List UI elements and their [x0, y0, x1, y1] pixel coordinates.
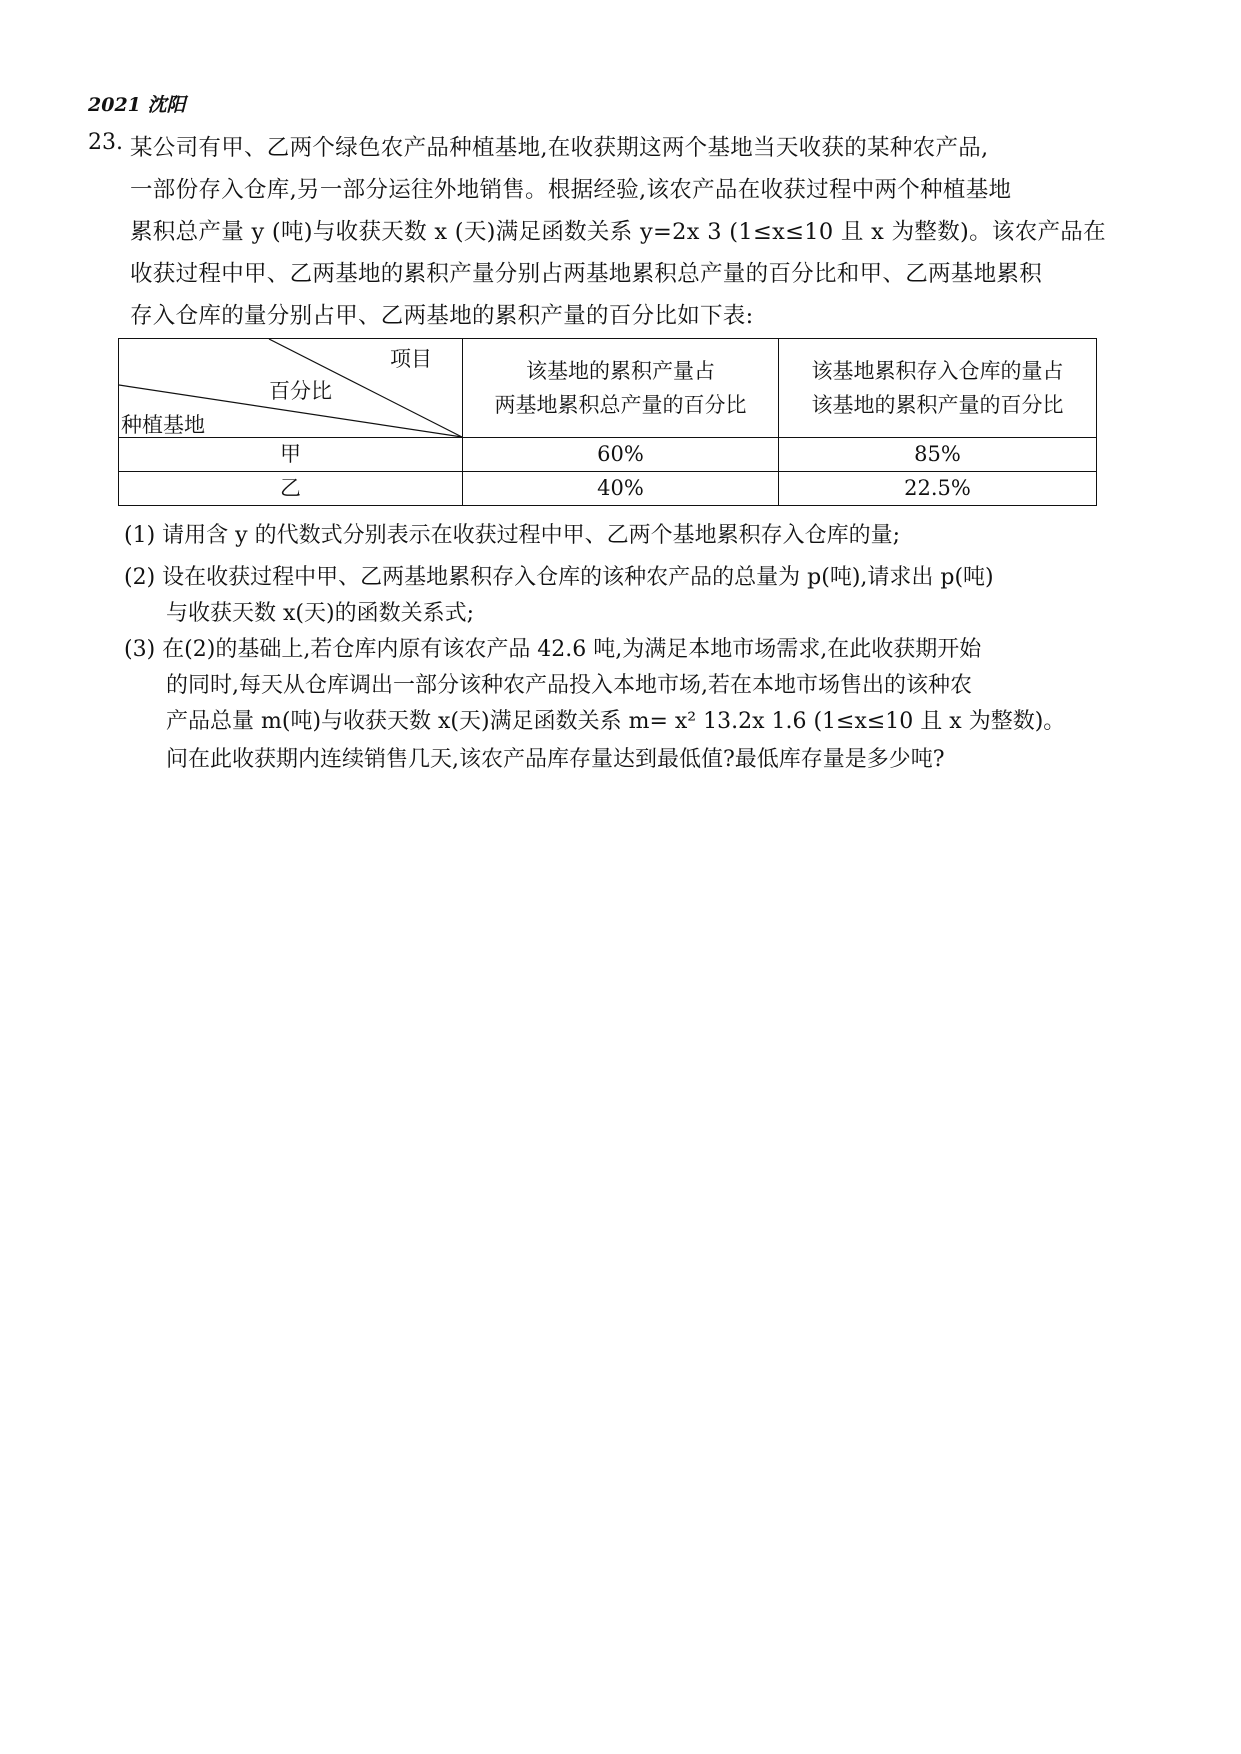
question-number: 23. [88, 130, 123, 155]
header-line: 该基地的累积产量占 [526, 359, 715, 383]
table-row [119, 472, 1097, 506]
value-cell: 22.5% [779, 472, 1097, 506]
question-line: 累积总产量 y (吨)与收获天数 x (天)满足函数关系 y=2x 3 (1≤x≤10 且 x 为整数)。该农产品在 [130, 219, 1106, 245]
diag-label-base: 种植基地 [121, 413, 205, 437]
subquestion-1: (1) 请用含 y 的代数式分别表示在收获过程中甲、乙两个基地累积存入仓库的量; [124, 523, 900, 548]
column-header-2 [779, 339, 1097, 438]
base-cell: 乙 [119, 472, 463, 506]
question-line: 存入仓库的量分别占甲、乙两基地的累积产量的百分比如下表: [130, 303, 754, 329]
subquestion-2: (2) 设在收获过程中甲、乙两基地累积存入仓库的该种农产品的总量为 p(吨),请求出 p(吨) [124, 565, 994, 590]
source-header: 2021 沈阳 [88, 94, 186, 116]
data-table [118, 338, 1097, 506]
diagonal-header-cell [119, 339, 463, 438]
base-cell: 甲 [119, 438, 463, 472]
value-cell: 40% [463, 472, 779, 506]
question-line: 某公司有甲、乙两个绿色农产品种植基地,在收获期这两个基地当天收获的某种农产品, [130, 135, 989, 161]
question-line: 一部份存入仓库,另一部分运往外地销售。根据经验,该农产品在收获过程中两个种植基地 [130, 177, 1012, 203]
column-header-1 [463, 339, 779, 438]
value-cell: 85% [779, 438, 1097, 472]
value-cell: 60% [463, 438, 779, 472]
subquestion-3-cont: 产品总量 m(吨)与收获天数 x(天)满足函数关系 m= x² 13.2x 1.6 (1≤x≤10 且 x 为整数)。 [166, 709, 1066, 734]
header-line: 两基地累积总产量的百分比 [494, 393, 747, 417]
subquestion-2-cont: 与收获天数 x(天)的函数关系式; [166, 601, 474, 626]
diag-label-percent: 百分比 [269, 379, 332, 403]
subquestion-3-cont: 问在此收获期内连续销售几天,该农产品库存量达到最低值?最低库存量是多少吨? [166, 747, 945, 772]
header-line: 该基地的累积产量的百分比 [811, 393, 1064, 417]
table-row [119, 438, 1097, 472]
header-line: 该基地累积存入仓库的量占 [811, 359, 1064, 383]
subquestion-3-cont: 的同时,每天从仓库调出一部分该种农产品投入本地市场,若在本地市场售出的该种农 [166, 673, 972, 698]
question-line: 收获过程中甲、乙两基地的累积产量分别占两基地累积总产量的百分比和甲、乙两基地累积 [130, 261, 1043, 287]
subquestion-3: (3) 在(2)的基础上,若仓库内原有该农产品 42.6 吨,为满足本地市场需求,在此收获期开始 [124, 637, 982, 662]
diag-label-item: 项目 [390, 347, 432, 371]
